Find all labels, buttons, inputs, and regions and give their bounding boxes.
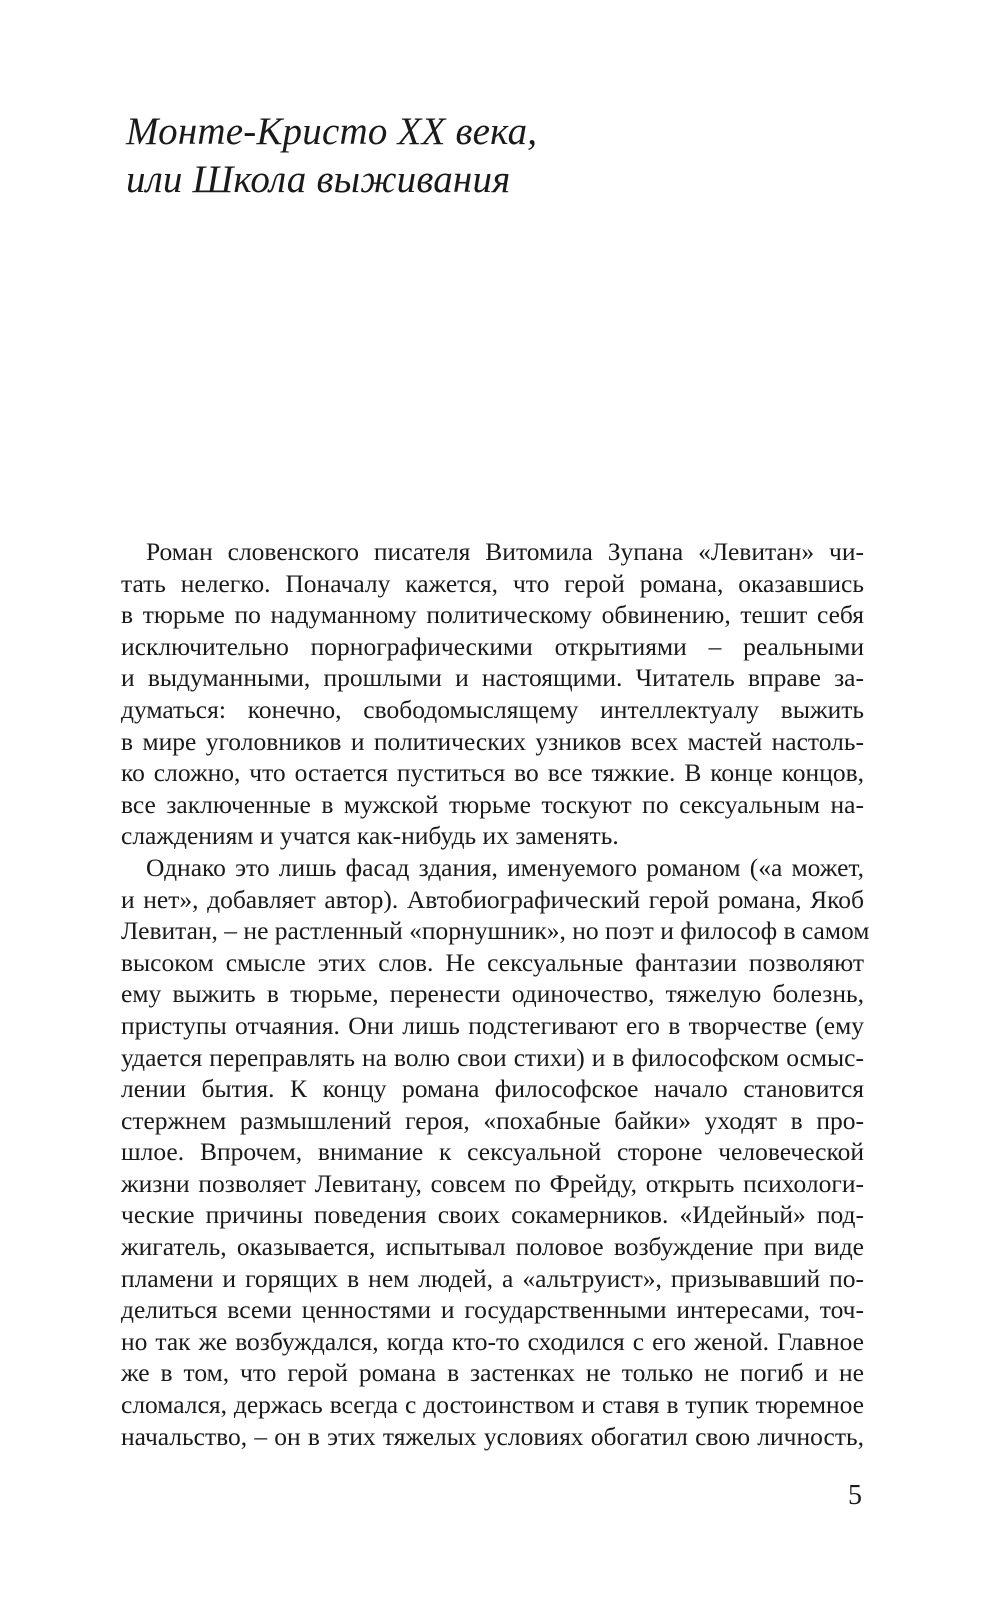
text-line: стержнем размышлений героя, «похабные байки» уходят в про- bbox=[121, 1105, 864, 1135]
text-line: в мире уголовников и политических узников всех мастей настоль- bbox=[121, 726, 864, 756]
text-line: шлое. Впрочем, внимание к сексуальной стороне человеческой bbox=[121, 1137, 864, 1167]
chapter-title-line-1: Монте-Кристо XX века, bbox=[126, 110, 538, 153]
text-line: приступы отчаяния. Они лишь подстегивают его в творчестве (ему bbox=[121, 1010, 864, 1040]
text-line: начальство, – он в этих тяжелых условиях обогатил свою личность, bbox=[121, 1421, 864, 1451]
text-line: исключительно порнографическими открытиями – реальными bbox=[121, 631, 864, 661]
text-line: Левитан, – не растленный «порнушник», но поэт и философ в самом bbox=[121, 916, 870, 946]
text-line: и нет», добавляет автор). Автобиографический герой романа, Якоб bbox=[121, 884, 864, 914]
text-line: все заключенные в мужской тюрьме тоскуют по сексуальным на- bbox=[121, 789, 864, 819]
text-line: удается переправлять на волю свои стихи) и в философском осмыс- bbox=[121, 1042, 864, 1072]
text-line: ко сложно, что остается пуститься во все тяжкие. В конце концов, bbox=[121, 758, 864, 788]
text-line: но так же возбуждался, когда кто-то сходился с его женой. Главное bbox=[121, 1326, 864, 1356]
chapter-title bbox=[126, 108, 537, 204]
text-line: думаться: конечно, свободомыслящему интеллектуалу выжить bbox=[121, 694, 864, 724]
text-line: слаждениям и учатся как-нибудь их заменять. bbox=[121, 821, 619, 851]
text-line: ему выжить в тюрьме, перенести одиночество, тяжелую болезнь, bbox=[121, 979, 864, 1009]
text-line: пламени и горящих в нем людей, а «альтруист», призывавший по- bbox=[121, 1263, 864, 1293]
text-line: ческие причины поведения своих сокамерников. «Идейный» под- bbox=[121, 1200, 864, 1230]
text-line: лении бытия. К концу романа философское начало становится bbox=[121, 1074, 864, 1104]
text-line: в тюрьме по надуманному политическому обвинению, тешит себя bbox=[121, 600, 864, 630]
text-line: тать нелегко. Поначалу кажется, что герой романа, оказавшись bbox=[121, 568, 864, 598]
text-line: же в том, что герой романа в застенках не только не погиб и не bbox=[121, 1358, 864, 1388]
body-text bbox=[121, 536, 870, 1452]
text-line: высоком смысле этих слов. Не сексуальные фантазии позволяют bbox=[121, 947, 864, 977]
page-number: 5 bbox=[848, 1480, 862, 1511]
text-line: Однако это лишь фасад здания, именуемого романом («а может, bbox=[146, 852, 864, 882]
text-line: сломался, держась всегда с достоинством и ставя в тупик тюремное bbox=[121, 1390, 864, 1420]
text-line: и выдуманными, прошлыми и настоящими. Читатель вправе за- bbox=[121, 663, 864, 693]
chapter-title-line-2: или Школа выживания bbox=[126, 158, 511, 201]
text-line: жизни позволяет Левитану, совсем по Фрейду, открыть психологи- bbox=[121, 1168, 864, 1198]
text-line: делиться всеми ценностями и государственными интересами, точ- bbox=[121, 1295, 864, 1325]
text-line: Роман словенского писателя Витомила Зупана «Левитан» чи- bbox=[146, 537, 864, 566]
text-line: жигатель, оказывается, испытывал половое возбуждение при виде bbox=[121, 1232, 864, 1262]
